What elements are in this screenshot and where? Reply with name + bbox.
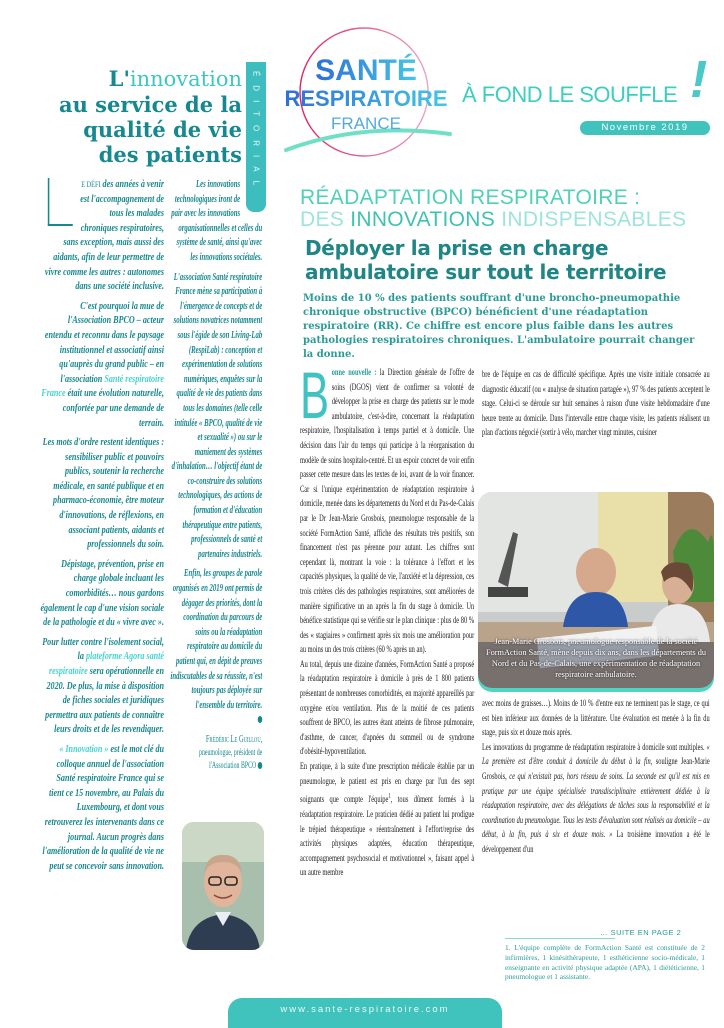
article-headline — [305, 236, 685, 284]
slogan-exclamation: ! — [690, 51, 708, 109]
article-column-1-text — [300, 358, 475, 881]
editorial-column-1-text — [40, 178, 164, 874]
kicker-highlight: INNOVATIONS — [350, 208, 496, 231]
title-rest: au service de la qualité de vie des patients — [58, 92, 242, 167]
slogan: À FOND LE SOUFFLE — [462, 82, 678, 107]
editorial-tab-label: ÉDITORIAL — [251, 70, 261, 195]
editorial-paragraph — [168, 567, 262, 728]
logo-graphic — [282, 22, 452, 162]
editorial-paragraph — [40, 743, 164, 874]
highlight: « Innovation » — [59, 743, 109, 755]
author-portrait — [182, 822, 264, 950]
signature-role: pneumologue, président de l'Association BPCO — [199, 746, 263, 770]
body-paragraph: bre de l'équipe en cas de difficulté spécifique. Après une visite initiale consacrée au diagnostic éducatif (ou « analyse de situation partagée »), 97 % des patients acceptent le stage. Celui-ci se déroule sur huit semaines à raison d'une visite hebdomadaire d'une heure trente au domicile. Dans l'intervalle entre chaque visite, les patients réalisent un plan d'actions négocié (sortir à vélo, marcher vingt minutes, cuisiner — [482, 369, 710, 439]
editorial-column-2 — [168, 178, 262, 777]
p-text: C'est pourquoi la mue de l'Association BPCO – acteur entendu et reconnu dans le paysage institutionnel et associatif ainsi qu'auprès du grand public – en l'association — [44, 300, 165, 385]
p-text: sera opérationnelle en 2020. De plus, la mise à disposition de fiches sociales et juridiques permettra aux patients de connaître leurs droits et de les revendiquer. — [45, 666, 165, 736]
article-lead: Moins de 10 % des patients souffrant d'une broncho-pneumopathie chronique obstructive (BPCO) bénéficient d'une réadaptation respiratoire (RR). Ce chiffre est encore plus faible dans les autres pathologies respiratoires chroniques. L'ambulatoire pourrait changer la donne. — [303, 293, 695, 360]
body-paragraph — [300, 358, 475, 658]
smallcaps-lead: E DÉFI — [81, 180, 101, 189]
signature-name: Frédéric Le Guillou, — [205, 733, 263, 745]
kicker-pre: DES — [300, 208, 351, 231]
editorial-paragraph — [40, 178, 164, 295]
end-dot-icon — [258, 762, 263, 769]
logo-line1: SANTÉ — [315, 54, 417, 87]
quote: « La première est d'être conduit à domicile du début à la fin, — [482, 741, 710, 768]
editorial-title — [50, 66, 242, 167]
body-paragraph: Au total, depuis une dizaine d'années, FormAction Santé a proposé la réadaptation respiratoire à domicile à près de 1 800 patients présentant de nombreuses comorbidités, en majorité appareillés par oxygène et/ou ventilation. Plus de la moitié de ces patients souffrent de BPCO, les autres étant atteints de fibrose pulmonaire, d'asthme, de cancer, d'apnées du sommeil ou de syndrome d'obésité-hypoventilation. — [300, 658, 475, 758]
p-text: La troisième innovation a été le développement d'un — [482, 829, 710, 855]
signature — [168, 733, 262, 772]
body-paragraph: avec moins de graisses…). Moins de 10 % d'entre eux ne terminent pas le stage, ce qui est bien inférieur aux données de la littérature. Une évaluation est menée à la fin du stage, puis six et douze mois après. — [482, 698, 710, 739]
quote: ce qui n'existait pas, hors réseau de soins. La seconde est qu'il est mis en pratique par une équipe spécialisée transdisciplinaire entièrement dédiée à la réadaptation respiratoire, avec des délégations de tâches sous la responsabilité et la coordination du pneumologue. Tous les tests d'évaluation sont réalisés au domicile – au début, à la fin, puis à six et douze mois. » — [482, 770, 710, 841]
logo — [282, 22, 452, 162]
editorial-paragraph: Dépistage, prévention, prise en charge globale incluant les comorbidités… nous gardons également le cap d'une vision sociale de la pathologie et du « vivre avec ». — [40, 558, 165, 629]
footnote-divider — [505, 938, 615, 939]
lead-in: onne nouvelle : — [331, 367, 377, 378]
kicker-post: INDISPENSABLES — [495, 208, 687, 231]
p-text: des années à venir est l'accompagnement de tous les malades chroniques respiratoires, sans exception, mais aussi des aidants, afin de leur permettre de vivre comme les autres : autonomes dans une société inclusive. — [44, 179, 165, 293]
p-text: En pratique, à la suite d'une prescription médicale établie par un pneumologue, le patient est pris en charge par l'un des sept soignants que compte l'équipe — [300, 761, 475, 806]
title-pre: L' — [108, 66, 130, 91]
p-text: était une évolution naturelle, confortée par une demande de terrain. — [62, 388, 165, 429]
footnote-ref: 1 — [388, 792, 391, 801]
end-dot-icon — [258, 716, 263, 723]
p-text: souligne Jean-Marie Grosbois, — [482, 756, 710, 782]
drop-cap-l — [48, 178, 73, 226]
article-column-2-bottom — [482, 697, 710, 858]
p-text: , tous dûment formés à la réadaptation respiratoire. Le praticien dédié au patient lui prodigue le trépied thérapeutique « réentraînement à l'effort/reprise des activités physiques adaptées, éducation thérapeutique, accompagnement psychosocial et motivationnel », faisant appel à un autre membre — [300, 794, 475, 879]
p-text: la Direction générale de l'offre de soins (DGOS) vient de confirmer sa volonté de développer la prise en charge des patients sur le mode ambulatoire, c'est-à-dire, concernant la réadaptation respiratoire, l'hospitalisation à temps partiel et à domicile. Une décision dans l'air du temps qui participe à la réorganisation du modèle de soins hospitalo-centré. Et un espoir concret de voir enfin passer cette mesure dans les textes de loi, avant de la voir financer. Car si l'unique expérimentation de réadaptation respiratoire à domicile, menée dans les départements du Nord et du Pas-de-Calais par le Dr Jean-Marie Grosbois, pneumologue responsable de la société FormAction Santé, affiche des résultats très positifs, son financement n'est pas pérenne pour autant. Les chiffres sont cependant là, montrant la voie : la tolérance à l'effort et les capacités physiques, la qualité de vie, l'anxiété et la dépression, ces trois critères clés des pathologies respiratoires, sont améliorées de manière significative un an après la fin du stage à domicile. Un bénéfice statistique qui se vérifie sur le plan clinique : plus de 80 % des « stagiaires » confirment après six mois une amélioration pour au moins un des trois critères (60 % après un an). — [300, 367, 475, 656]
issue-date-badge: Novembre 2019 — [580, 121, 710, 135]
p-text: Enfin, les groupes de parole organisés en 2019 ont permis de dégager des priorités, dont la coordination du parcours de soins ou la réadaptation respiratoire au domicile du patient qui, en dépit de preuves indiscutables de sa réussite, n'est toujours pas déployée sur l'ensemble du territoire. — [170, 568, 263, 711]
body-paragraph — [300, 760, 474, 881]
editorial-column-2-text — [168, 178, 262, 772]
drop-cap: B — [300, 358, 330, 432]
footnote: 1. L'équipe complète de FormAction Santé est constituée de 2 infirmières, 1 kinésithérapeute, 1 esthéticienne socio-médicale, 1 enseignante en activité physique adaptée (APA), 1 diététicienne, 1 pneumologue et 1 assistante. — [505, 943, 705, 982]
article-kicker-1: RÉADAPTATION RESPIRATOIRE : — [300, 186, 641, 209]
headline-text: Déployer la prise en charge ambulatoire sur tout le territoire — [305, 236, 667, 284]
logo-line3: FRANCE — [331, 114, 401, 133]
article-column-1 — [300, 358, 475, 881]
tab-spacer — [240, 178, 262, 218]
body-paragraph — [482, 741, 710, 858]
article-column-2-top-text — [482, 368, 710, 441]
highlight: plateforme Agora santé respiratoire — [48, 651, 165, 677]
editorial-paragraph: Les innovations technologiques iront de pair avec les innovations organisationnelles et celles du système de santé, ainsi qu'avec les innovations sociétales. — [171, 179, 263, 263]
logo-line2: RESPIRATOIRE — [284, 86, 448, 111]
article-column-2-top — [482, 368, 710, 441]
article-kicker-2 — [300, 208, 686, 232]
editorial-paragraph: L'association Santé respiratoire France mène sa participation à l'émergence de concepts et de solutions novatrices notamment sous l'égide de son Living-Lab (RespiLab) : conception et expérimentation de solutions numériques, enquêtes sur la qualité de vie des patients dans tous les domaines (telle celle intitulée « BPCO, qualité de vie et sexualité ») ou sur le maniement des systèmes d'inhalation… l'objectif étant de co-construire des solutions technologiques, des actions de formation et d'éducation thérapeutique entre patients, professionnels de santé et partenaires industriels. — [171, 271, 263, 560]
editorial-paragraph: Les mots d'ordre restent identiques : sensibiliser public et pouvoirs publics, soutenir la recherche médicale, en santé publique et en pharmaco-économie, être moteur d'innovations, de réflexions, en associant patients, aidants et professionnels du soin. — [42, 437, 165, 551]
photo-caption: Jean-Marie Grosbois, pneumologue responsable de la société FormAction Santé, mène depuis dix ans, dans les départements du Nord et du Pas-de-Calais, une expérimentation de réadaptation respiratoire ambulatoire. — [485, 637, 707, 679]
editorial-paragraph — [40, 300, 164, 431]
article-column-2-bottom-text — [482, 697, 710, 858]
footer-website-link[interactable]: www.sante-respiratoire.com — [228, 998, 502, 1028]
p-text: Les innovations du programme de réadaptation respiratoire à domicile sont multiples. — [482, 741, 707, 753]
editorial-column-1 — [40, 178, 164, 879]
highlight: Santé respiratoire France — [41, 373, 165, 400]
continued-on-page-link[interactable]: … SUITE EN PAGE 2 — [600, 928, 682, 937]
title-highlight: innovation — [129, 67, 242, 91]
p-text: est le mot clé du colloque annuel de l'association Santé respiratoire France qui se tient ce 15 novembre, au Palais du Luxembourg, et dont vous retrouverez les intervenants dans ce journal. Aucun progrès dans l'amélioration de la qualité de vie ne peut se concevoir sans innovation. — [42, 743, 165, 872]
article-photo — [478, 492, 714, 688]
p-text: Pour lutter contre l'isolement social, la — [42, 636, 165, 663]
editorial-paragraph — [40, 636, 164, 738]
